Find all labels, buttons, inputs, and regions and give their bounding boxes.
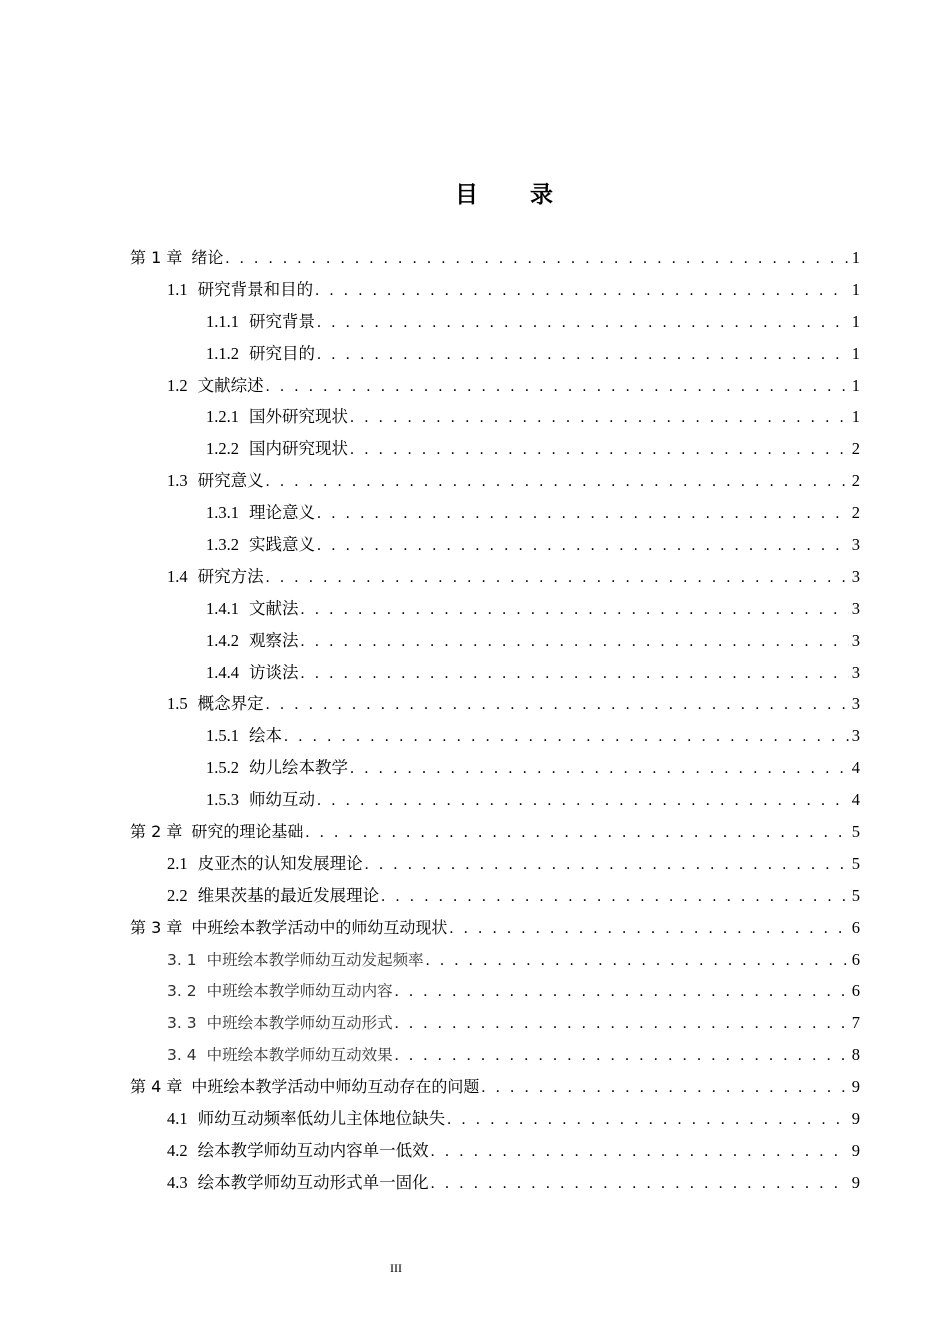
toc-entry[interactable] — [130, 561, 860, 593]
toc-entry[interactable] — [130, 497, 860, 529]
toc-entry-label: 观察法 — [249, 630, 299, 650]
toc-entry-label: 概念界定 — [197, 694, 264, 714]
toc-entry-label: 文献法 — [249, 598, 299, 618]
toc-entry-number: 1.5.1 — [206, 726, 239, 746]
toc-dot-leader — [365, 849, 849, 881]
toc-entry-number: 1.4.4 — [206, 662, 239, 682]
toc-entry[interactable] — [130, 657, 860, 689]
toc-entry-page: 1 — [851, 311, 860, 331]
toc-entry[interactable] — [130, 848, 860, 880]
toc-entry[interactable] — [130, 242, 860, 274]
toc-entry-page: 6 — [851, 949, 860, 969]
toc-entry[interactable] — [130, 912, 860, 944]
toc-entry-number: 2.2 — [167, 885, 188, 905]
toc-entry-page: 4 — [851, 790, 860, 810]
toc-dot-leader — [266, 562, 849, 594]
toc-entry-number: 1.4.2 — [206, 630, 239, 650]
toc-dot-leader — [447, 1104, 849, 1136]
toc-entry-page: 8 — [851, 1045, 860, 1065]
toc-entry-title — [167, 688, 264, 720]
toc-dot-leader — [395, 976, 849, 1008]
toc-dot-leader — [449, 913, 848, 945]
toc-entry-number: 3. 2 — [167, 982, 197, 1001]
toc-entry-title — [206, 720, 282, 752]
toc-entry-title — [167, 1008, 393, 1040]
toc-dot-leader — [317, 785, 849, 817]
toc-entry-number: 第 1 章 — [130, 248, 183, 267]
toc-entry-number: 4.2 — [167, 1140, 188, 1160]
toc-entry-number: 1.2.2 — [206, 439, 239, 459]
toc-entry-number: 1.3 — [167, 471, 188, 491]
toc-entry-number: 第 2 章 — [130, 822, 183, 842]
toc-entry[interactable] — [130, 465, 860, 497]
toc-entry-page: 3 — [851, 598, 860, 618]
toc-entry[interactable] — [130, 1007, 860, 1039]
toc-entry-page: 5 — [851, 885, 860, 905]
toc-entry-label: 国外研究现状 — [249, 407, 348, 427]
toc-entry-label: 师幼互动 — [249, 790, 315, 810]
toc-dot-leader — [350, 434, 849, 466]
toc-entry-title — [167, 1167, 429, 1199]
toc-entry-label: 研究背景和目的 — [197, 279, 314, 299]
toc-dot-leader — [266, 689, 849, 721]
toc-entry[interactable] — [130, 752, 860, 784]
toc-entry-page: 3 — [851, 694, 860, 714]
toc-entry-label: 文献综述 — [197, 375, 264, 395]
toc-entry-number: 3. 3 — [167, 1014, 197, 1033]
toc-entry[interactable] — [130, 688, 860, 720]
toc-entry[interactable] — [130, 784, 860, 816]
toc-dot-leader — [317, 498, 849, 530]
toc-entry-number: 3. 4 — [167, 1046, 197, 1065]
toc-dot-leader — [317, 339, 849, 371]
toc-dot-leader — [317, 307, 849, 339]
toc-entry-page: 6 — [851, 981, 860, 1001]
page-number: III — [390, 1261, 402, 1275]
toc-entry-title — [206, 529, 315, 561]
toc-entry-number: 1.1.2 — [206, 343, 239, 363]
toc-entry[interactable] — [130, 880, 860, 912]
toc-entry-page: 6 — [851, 917, 860, 937]
toc-entry-title — [206, 497, 315, 529]
toc-entry-title — [167, 1135, 429, 1167]
toc-entry-page: 3 — [851, 566, 860, 586]
toc-entry-page: 1 — [851, 407, 860, 427]
toc-entry-number: 1.1.1 — [206, 311, 239, 331]
toc-entry-title — [167, 1103, 445, 1135]
toc-dot-leader — [395, 1040, 849, 1072]
toc-entry-number: 1.3.1 — [206, 503, 239, 523]
toc-entry-title — [206, 625, 299, 657]
toc-entry[interactable] — [130, 625, 860, 657]
toc-entry-number: 1.5 — [167, 694, 188, 714]
toc-dot-leader — [266, 371, 849, 403]
toc-entry-label: 绪论 — [191, 248, 224, 267]
toc-entry-title — [167, 1040, 393, 1072]
toc-entry-label: 访谈法 — [249, 662, 299, 682]
toc-entry-number: 4.1 — [167, 1109, 188, 1129]
toc-entry-title — [206, 784, 315, 816]
toc-entry-label: 维果茨基的最近发展理论 — [197, 885, 380, 905]
toc-entry-page: 3 — [851, 630, 860, 650]
page-title: 目 录 — [454, 182, 575, 208]
toc-dot-leader — [284, 721, 849, 753]
toc-dot-leader — [395, 1008, 849, 1040]
toc-entry[interactable] — [130, 529, 860, 561]
toc-entry-number: 1.1 — [167, 279, 188, 299]
toc-entry-page: 1 — [851, 248, 860, 267]
toc-entry-number: 1.4.1 — [206, 598, 239, 618]
toc-entry-title — [167, 945, 424, 977]
toc-entry[interactable] — [130, 975, 860, 1007]
toc-entry-title — [206, 401, 348, 433]
toc-entry[interactable] — [130, 306, 860, 338]
toc-entry-title — [130, 242, 223, 274]
toc-entry[interactable] — [130, 1135, 860, 1167]
toc-entry-title — [130, 1071, 479, 1103]
toc-entry-title — [130, 816, 303, 848]
toc-entry-page: 2 — [851, 439, 860, 459]
table-of-contents — [130, 242, 860, 1199]
toc-entry[interactable] — [130, 433, 860, 465]
toc-entry-number: 3. 1 — [167, 950, 197, 969]
toc-entry[interactable] — [130, 1167, 860, 1199]
toc-dot-leader — [301, 658, 849, 690]
toc-entry-label: 研究意义 — [197, 471, 264, 491]
toc-entry-number: 1.2 — [167, 375, 188, 395]
toc-entry-title — [130, 912, 447, 944]
toc-entry[interactable] — [130, 274, 860, 306]
toc-entry-page: 3 — [851, 662, 860, 682]
toc-entry-page: 2 — [851, 503, 860, 523]
toc-entry[interactable] — [130, 944, 860, 976]
toc-dot-leader — [381, 881, 849, 913]
toc-entry-page: 3 — [851, 535, 860, 555]
toc-entry-title — [206, 593, 299, 625]
toc-entry-title — [206, 433, 348, 465]
toc-entry-page: 7 — [851, 1013, 860, 1033]
toc-entry-number: 第 4 章 — [130, 1077, 183, 1097]
toc-entry-number: 1.3.2 — [206, 535, 239, 555]
toc-entry-number: 1.5.2 — [206, 758, 239, 778]
toc-entry-title — [167, 848, 363, 880]
toc-entry-title — [167, 976, 393, 1008]
toc-entry-title — [167, 561, 264, 593]
toc-entry-page: 9 — [851, 1109, 860, 1129]
toc-dot-leader — [350, 753, 849, 785]
toc-entry-number: 1.5.3 — [206, 790, 239, 810]
toc-entry-number: 1.4 — [167, 566, 188, 586]
toc-entry-label: 皮亚杰的认知发展理论 — [197, 853, 363, 873]
toc-entry-title — [206, 338, 315, 370]
toc-dot-leader — [301, 594, 849, 626]
toc-entry-label: 国内研究现状 — [249, 439, 348, 459]
toc-entry[interactable] — [130, 338, 860, 370]
toc-entry-page: 9 — [851, 1140, 860, 1160]
toc-entry-label: 研究的理论基础 — [191, 822, 304, 842]
toc-entry-page: 9 — [851, 1172, 860, 1192]
toc-entry-label: 中班绘本教学师幼互动效果 — [206, 1046, 393, 1065]
toc-entry-label: 中班绘本教学师幼互动内容 — [206, 982, 393, 1001]
toc-entry-title — [167, 370, 264, 402]
toc-entry-label: 理论意义 — [249, 503, 315, 523]
toc-entry[interactable] — [130, 816, 860, 848]
toc-entry-page: 1 — [851, 343, 860, 363]
toc-entry-label: 幼儿绘本教学 — [249, 758, 348, 778]
toc-entry[interactable] — [130, 593, 860, 625]
toc-entry-number: 第 3 章 — [130, 917, 183, 937]
toc-dot-leader — [266, 466, 849, 498]
toc-entry-title — [206, 306, 315, 338]
toc-entry-label: 师幼互动频率低幼儿主体地位缺失 — [197, 1109, 446, 1129]
toc-entry-label: 实践意义 — [249, 535, 315, 555]
toc-entry-page: 5 — [851, 853, 860, 873]
toc-entry-page: 2 — [851, 471, 860, 491]
toc-dot-leader — [315, 275, 849, 307]
toc-entry-page: 1 — [851, 375, 860, 395]
toc-entry-label: 中班绘本教学活动中师幼互动存在的问题 — [191, 1077, 480, 1097]
toc-entry-page: 9 — [851, 1077, 860, 1097]
toc-entry[interactable] — [130, 1039, 860, 1071]
toc-entry-label: 中班绘本教学师幼互动发起频率 — [206, 950, 424, 969]
toc-dot-leader — [317, 530, 849, 562]
toc-entry-number: 4.3 — [167, 1172, 188, 1192]
toc-dot-leader — [426, 945, 849, 977]
toc-entry-page: 5 — [851, 822, 860, 842]
toc-entry[interactable] — [130, 401, 860, 433]
toc-entry-label: 研究方法 — [197, 566, 264, 586]
toc-entry-title — [167, 274, 313, 306]
toc-dot-leader — [431, 1168, 849, 1200]
toc-entry-label: 绘本教学师幼互动形式单一固化 — [197, 1172, 429, 1192]
toc-entry-title — [206, 752, 348, 784]
toc-entry-label: 研究目的 — [249, 343, 315, 363]
toc-entry-label: 中班绘本教学活动中的师幼互动现状 — [191, 917, 448, 937]
toc-dot-leader — [431, 1136, 849, 1168]
toc-dot-leader — [225, 243, 848, 275]
toc-entry-label: 中班绘本教学师幼互动形式 — [206, 1014, 393, 1033]
toc-entry-number: 2.1 — [167, 853, 188, 873]
toc-entry[interactable] — [130, 1071, 860, 1103]
toc-entry-title — [167, 880, 379, 912]
toc-entry[interactable] — [130, 1103, 860, 1135]
toc-dot-leader — [305, 817, 848, 849]
toc-entry-label: 绘本教学师幼互动内容单一低效 — [197, 1140, 429, 1160]
toc-entry[interactable] — [130, 720, 860, 752]
toc-dot-leader — [481, 1072, 848, 1104]
toc-entry-number: 1.2.1 — [206, 407, 239, 427]
toc-entry-label: 研究背景 — [249, 311, 315, 331]
toc-entry-page: 3 — [851, 726, 860, 746]
toc-entry-label: 绘本 — [249, 726, 282, 746]
toc-entry[interactable] — [130, 370, 860, 402]
toc-entry-title — [206, 657, 299, 689]
toc-entry-title — [167, 465, 264, 497]
toc-entry-page: 1 — [851, 279, 860, 299]
toc-dot-leader — [350, 402, 849, 434]
toc-entry-page: 4 — [851, 758, 860, 778]
toc-dot-leader — [301, 626, 849, 658]
